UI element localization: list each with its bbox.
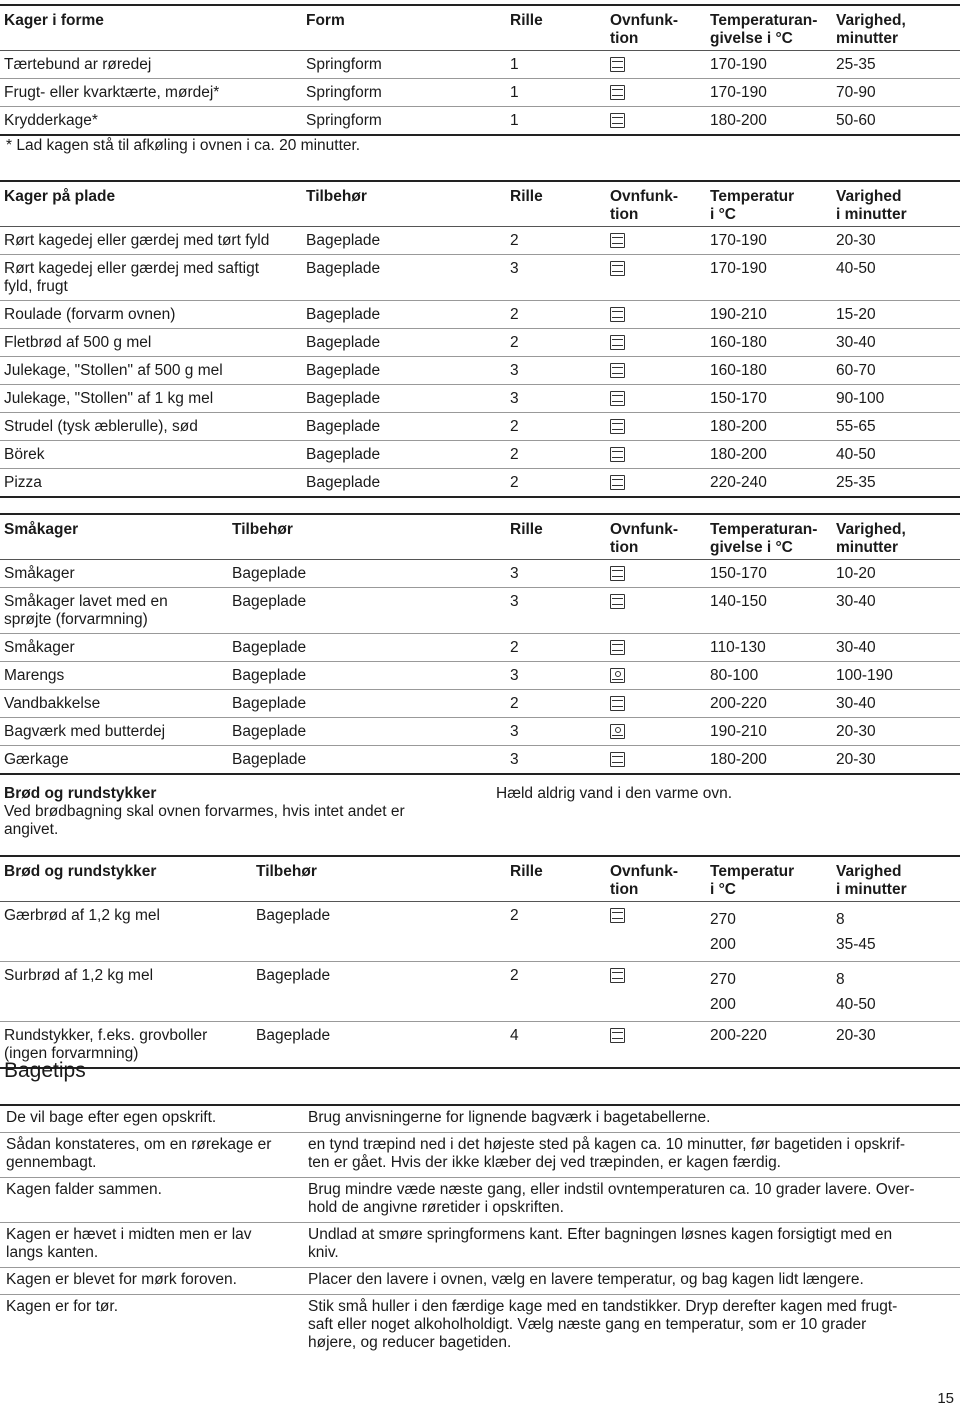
cell-temp: 160-180 [710,334,767,351]
oven-function-cell [610,363,625,383]
tips-row [0,1295,960,1357]
cell-form: Bageplade [232,639,307,656]
table-row [0,301,960,329]
table-row [0,902,960,962]
cell-dur: 55-65 [836,418,876,435]
cell-name: Gærkage [4,751,69,768]
column-header: Temperatur i °C [710,863,795,898]
column-header: Varighed, minutter [836,12,906,47]
column-header: Rille [510,188,543,205]
tip-problem: Kagen er blevet for mørk foroven. [6,1271,237,1288]
oven-top-bottom-heat-icon [610,233,625,248]
cell-rille: 2 [510,418,519,435]
cell-name: Marengs [4,667,65,684]
cell-name: Gærbrød af 1,2 kg mel [4,907,160,924]
cell-form: Bageplade [256,967,331,984]
cell-name: Strudel (tysk æblerulle), sød [4,418,198,435]
oven-top-bottom-heat-icon [610,752,625,767]
cell-dur: 50-60 [836,112,876,129]
oven-function-cell [610,57,625,77]
cell-dur: 30-40 [836,639,876,656]
oven-top-bottom-heat-icon [610,335,625,350]
cell-rille: 1 [510,84,519,101]
cell-form: Bageplade [306,474,381,491]
cell-dur: 30-40 [836,695,876,712]
bread-intro-text: Ved brødbagning skal ovnen forvarmes, hvis intet andet er angivet. [4,803,405,838]
tip-solution: Brug mindre væde næste gang, eller indstil ovntemperaturen ca. 10 grader lavere. Over- hold de angivne røretider i opskriften. [308,1181,915,1216]
cell-dur: 30-40 [836,334,876,351]
cell-name: Bagværk med butterdej [4,723,166,740]
oven-function-cell [610,594,625,614]
cell-temp: 190-210 [710,306,767,323]
cell-form: Bageplade [256,1027,331,1044]
page-number: 15 [937,1390,954,1407]
cell-rille: 2 [510,232,519,249]
oven-function-cell [610,640,625,660]
cell-name: Frugt- eller kvarktærte, mørdej* [4,84,220,101]
cell-rille: 1 [510,112,519,129]
cell-temp: 270 200 [710,971,736,1013]
oven-top-bottom-heat-icon [610,307,625,322]
table-row [0,79,960,107]
cell-rille: 2 [510,695,519,712]
cell-temp: 170-190 [710,232,767,249]
oven-fan-heat-icon [610,724,625,739]
column-header: Ovnfunk- tion [610,863,679,898]
cell-rille: 2 [510,639,519,656]
column-header: Ovnfunk- tion [610,188,679,223]
oven-function-cell [610,752,625,772]
cell-name: Rundstykker, f.eks. grovboller (ingen forvarmning) [4,1027,208,1062]
cell-form: Bageplade [306,362,381,379]
table-cakes-in-forms [0,4,960,136]
cell-dur: 70-90 [836,84,876,101]
column-header: Kager i forme [4,12,104,29]
oven-top-bottom-heat-icon [610,113,625,128]
column-header: Brød og rundstykker [4,863,157,880]
column-header: Varighed, minutter [836,521,906,556]
oven-top-bottom-heat-icon [610,85,625,100]
table-row [0,746,960,775]
oven-top-bottom-heat-icon [610,475,625,490]
table-row [0,588,960,634]
cell-rille: 3 [510,260,519,277]
table-row [0,51,960,79]
cell-rille: 4 [510,1027,519,1044]
table-cakes-on-tray [0,180,960,498]
cell-temp: 180-200 [710,112,767,129]
cell-name: Småkager [4,639,75,656]
table-baking-tips [0,1104,960,1357]
table-row [0,469,960,498]
cell-rille: 1 [510,56,519,73]
cell-temp: 160-180 [710,362,767,379]
cell-rille: 3 [510,362,519,379]
cell-dur: 40-50 [836,260,876,277]
cell-rille: 2 [510,967,519,984]
column-header: Rille [510,12,543,29]
cell-form: Bageplade [232,667,307,684]
cell-temp: 190-210 [710,723,767,740]
cell-temp: 110-130 [710,639,766,656]
cell-form: Bageplade [232,751,307,768]
cell-name: Rørt kagedej eller gærdej med tørt fyld [4,232,270,249]
table-row [0,690,960,718]
cell-rille: 3 [510,593,519,610]
oven-top-bottom-heat-icon [610,908,625,923]
cell-name: Pizza [4,474,42,491]
oven-top-bottom-heat-icon [610,57,625,72]
tips-row [0,1268,960,1295]
column-header: Småkager [4,521,79,538]
column-header: Ovnfunk- tion [610,12,679,47]
oven-top-bottom-heat-icon [610,447,625,462]
cell-dur: 30-40 [836,593,876,610]
oven-function-cell [610,261,625,281]
column-header: Tilbehør [256,863,317,880]
column-header: Temperatur i °C [710,188,795,223]
table-row [0,718,960,746]
cell-name: Tærtebund ar røredej [4,56,152,73]
tip-solution: en tynd træpind ned i det højeste sted på kagen ca. 10 minutter, før bagetiden i opskrif- ten er gået. Hvis der ikke klæber dej ved træpinden, er kagen færdig. [308,1136,906,1171]
cell-temp: 150-170 [710,390,767,407]
tips-row [0,1106,960,1133]
tip-solution: Placer den lavere i ovnen, vælg en lavere temperatur, og bag kagen lidt længere. [308,1271,864,1288]
table1-footnote: * Lad kagen stå til afkøling i ovnen i ca. 20 minutter. [6,137,361,154]
cell-rille: 2 [510,907,519,924]
oven-function-cell [610,85,625,105]
cell-form: Springform [306,112,382,129]
cell-name: Småkager lavet med en sprøjte (forvarmning) [4,593,168,628]
cell-temp: 170-190 [710,56,767,73]
cell-dur: 100-190 [836,667,893,684]
cell-rille: 3 [510,751,519,768]
cell-form: Springform [306,84,382,101]
table-row [0,634,960,662]
table-row [0,329,960,357]
column-header: Temperaturan- givelse i °C [710,12,818,47]
table-bread [0,855,960,1069]
oven-function-cell [610,696,625,716]
cell-name: Surbrød af 1,2 kg mel [4,967,154,984]
cell-form: Bageplade [306,334,381,351]
cell-name: Roulade (forvarm ovnen) [4,306,176,323]
oven-function-cell [610,233,625,253]
cell-temp: 220-240 [710,474,767,491]
oven-top-bottom-heat-icon [610,391,625,406]
cell-form: Bageplade [232,723,307,740]
cell-rille: 2 [510,446,519,463]
tip-problem: Sådan konstateres, om en rørekage er gennembagt. [6,1136,272,1171]
oven-top-bottom-heat-icon [610,594,625,609]
cell-temp: 200-220 [710,1027,767,1044]
oven-function-cell [610,335,625,355]
cell-form: Bageplade [306,446,381,463]
oven-function-cell [610,566,625,586]
column-header: Form [306,12,345,29]
cell-name: Vandbakkelse [4,695,101,712]
tip-solution: Undlad at smøre springformens kant. Efter bagningen løsnes kagen forsigtigt med en kniv. [308,1226,893,1261]
oven-top-bottom-heat-icon [610,968,625,983]
oven-top-bottom-heat-icon [610,566,625,581]
cell-temp: 270 200 [710,911,736,953]
cell-dur: 25-35 [836,474,876,491]
cell-rille: 3 [510,390,519,407]
oven-function-cell [610,113,625,133]
cell-temp: 200-220 [710,695,767,712]
table-row [0,107,960,136]
oven-function-cell [610,668,625,688]
cell-name: Fletbrød af 500 g mel [4,334,152,351]
cell-dur: 10-20 [836,565,876,582]
oven-function-cell [610,475,625,495]
cell-temp: 140-150 [710,593,767,610]
oven-top-bottom-heat-icon [610,1028,625,1043]
cell-dur: 8 40-50 [836,971,876,1013]
cell-temp: 180-200 [710,751,767,768]
table-row [0,662,960,690]
cell-dur: 90-100 [836,390,885,407]
column-header: Rille [510,521,543,538]
cell-dur: 60-70 [836,362,876,379]
cell-name: Börek [4,446,45,463]
tips-row [0,1223,960,1268]
table-row [0,560,960,588]
oven-top-bottom-heat-icon [610,261,625,276]
table-row [0,255,960,301]
cell-dur: 40-50 [836,446,876,463]
cell-form: Bageplade [306,260,381,277]
cell-temp: 170-190 [710,260,767,277]
tip-problem: Kagen falder sammen. [6,1181,162,1198]
column-header: Varighed i minutter [836,188,907,223]
oven-fan-heat-icon [610,668,625,683]
tips-row [0,1178,960,1223]
cell-temp: 180-200 [710,446,767,463]
column-header: Varighed i minutter [836,863,907,898]
oven-function-cell [610,391,625,411]
cell-rille: 2 [510,334,519,351]
tip-problem: Kagen er hævet i midten men er lav langs kanten. [6,1226,252,1261]
cell-temp: 180-200 [710,418,767,435]
cell-rille: 3 [510,565,519,582]
column-header: Temperaturan- givelse i °C [710,521,818,556]
table-header-row [0,857,960,902]
tip-problem: De vil bage efter egen opskrift. [6,1109,217,1126]
table-row [0,385,960,413]
tip-solution: Brug anvisningerne for lignende bagværk i bagetabellerne. [308,1109,711,1126]
cell-form: Bageplade [306,306,381,323]
column-header: Rille [510,863,543,880]
tips-row [0,1133,960,1178]
table-row [0,413,960,441]
oven-function-cell [610,419,625,439]
oven-top-bottom-heat-icon [610,640,625,655]
cell-form: Bageplade [232,565,307,582]
oven-function-cell [610,307,625,327]
column-header: Tilbehør [232,521,293,538]
cell-name: Småkager [4,565,75,582]
oven-function-cell [610,908,625,928]
column-header: Kager på plade [4,188,116,205]
table-header-row [0,182,960,227]
cell-form: Bageplade [256,907,331,924]
cell-dur: 15-20 [836,306,876,323]
cell-form: Springform [306,56,382,73]
tip-problem: Kagen er for tør. [6,1298,118,1315]
table-header-row [0,6,960,51]
cell-dur: 20-30 [836,232,876,249]
cell-form: Bageplade [306,232,381,249]
bread-intro-note: Hæld aldrig vand i den varme ovn. [496,785,733,802]
table-small-cakes [0,513,960,775]
cell-form: Bageplade [306,390,381,407]
cell-temp: 170-190 [710,84,767,101]
cell-name: Rørt kagedej eller gærdej med saftigt fyld, frugt [4,260,260,295]
table-row [0,1022,960,1069]
oven-function-cell [610,724,625,744]
section-title-bagetips: Bagetips [4,1059,86,1082]
cell-dur: 8 35-45 [836,911,876,953]
oven-top-bottom-heat-icon [610,419,625,434]
cell-rille: 3 [510,667,519,684]
bread-intro-title: Brød og rundstykker [4,785,157,802]
table-row [0,357,960,385]
tip-solution: Stik små huller i den færdige kage med en tandstikker. Dryp derefter kagen med frugt- saft eller noget alkoholholdigt. Vælg næste gang en temperatur, som er 10 grader højere, og reducer bagetiden. [308,1298,898,1351]
cell-name: Krydderkage* [4,112,98,129]
cell-form: Bageplade [306,418,381,435]
column-header: Ovnfunk- tion [610,521,679,556]
column-header: Tilbehør [306,188,367,205]
cell-name: Julekage, "Stollen" af 500 g mel [4,362,223,379]
cell-rille: 2 [510,474,519,491]
cell-form: Bageplade [232,593,307,610]
cell-rille: 2 [510,306,519,323]
cell-form: Bageplade [232,695,307,712]
cell-name: Julekage, "Stollen" af 1 kg mel [4,390,214,407]
cell-temp: 150-170 [710,565,767,582]
table-row [0,441,960,469]
cell-rille: 3 [510,723,519,740]
oven-function-cell [610,968,625,988]
oven-top-bottom-heat-icon [610,363,625,378]
table-row [0,962,960,1022]
cell-dur: 20-30 [836,1027,876,1044]
cell-dur: 20-30 [836,751,876,768]
oven-top-bottom-heat-icon [610,696,625,711]
oven-function-cell [610,1028,625,1048]
oven-function-cell [610,447,625,467]
cell-dur: 20-30 [836,723,876,740]
table-header-row [0,515,960,560]
table-row [0,227,960,255]
cell-temp: 80-100 [710,667,759,684]
cell-dur: 25-35 [836,56,876,73]
